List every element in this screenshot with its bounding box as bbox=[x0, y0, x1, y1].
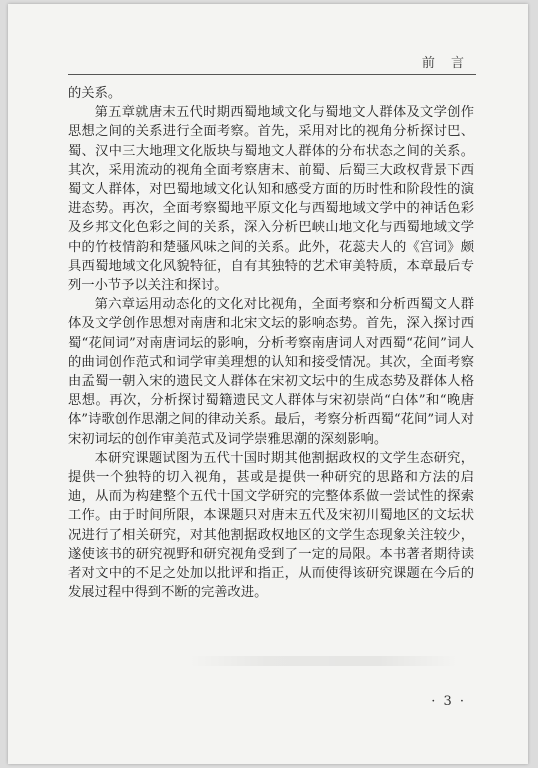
paragraph-chapter-six: 第六章运用动态化的文化对比视角，全面考察和分析西蜀文人群体及文学创作思想对南唐和北宋文坛的影响态势。首先，深入探讨西蜀“花间词”对南唐词坛的影响，分析考察南唐词人对西蜀“花间”词人的曲词创作范式和词学审美理想的认知和接受情况。其次，全面考察由孟蜀一朝入宋的遗民文人群体在宋初文坛中的生成态势及群体人格思想。再次，分析探讨蜀籍遗民文人群体与宋初崇尚“白体”和“晚唐体”诗歌创作思潮之间的律动关系。最后，考察分析西蜀“花间”词人对宋初词坛的创作审美范式及词学崇雅思潮的深刻影响。 bbox=[68, 297, 475, 447]
header-rule bbox=[68, 74, 476, 75]
page-number: · 3 · bbox=[431, 694, 466, 709]
paragraph-conclusion: 本研究课题试图为五代十国时期其他割据政权的文学生态研究，提供一个独特的切入视角，甚或是提供一种研究的思路和方法的启迪，从而为构建整个五代十国文学研究的完整体系做一尝试性的探索工作。由于时间所限，本课题只对唐末五代及宋初川蜀地区的文坛状况进行了相关研究，对其他割据政权地区的文学生态现象关注较少，遂使该书的研究视野和研究视角受到了一定的局限。本书著者期待读者对文中的不足之处加以批评和指正，从而使得该研究课题在今后的发展过程中得到不断的完善改进。 bbox=[68, 450, 474, 601]
book-page bbox=[8, 4, 528, 764]
paragraph-chapter-five: 第五章就唐末五代时期西蜀地域文化与蜀地文人群体及文学创作思想之间的关系进行全面考察。首先，采用对比的视角分析探讨巴、蜀、汉中三大地理文化版块与蜀地文人群体的分布状态之间的关系。其次，采用流动的视角全面考察唐末、前蜀、后蜀三大政权背景下西蜀文人群体，对巴蜀地域文化认知和感受方面的历时性和阶段性的演进态势。再次，全面考察蜀地平原文化与西蜀地域文学中的神话色彩及乡邦文化色彩之间的关系，深入分析巴峡山地文化与西蜀地域文学中的竹枝情韵和楚骚风味之间的关系。此外，花蕊夫人的《宫词》颇具西蜀地域文化风貌特征，自有其独特的艺术审美特质，本章最后专列一小节予以关注和探讨。 bbox=[68, 105, 474, 294]
paragraph-continuation: 的关系。 bbox=[68, 86, 122, 101]
bleed-through-mark bbox=[188, 656, 458, 666]
running-title: 前 言 bbox=[421, 56, 470, 71]
running-head bbox=[8, 52, 528, 70]
body-text bbox=[68, 84, 474, 602]
